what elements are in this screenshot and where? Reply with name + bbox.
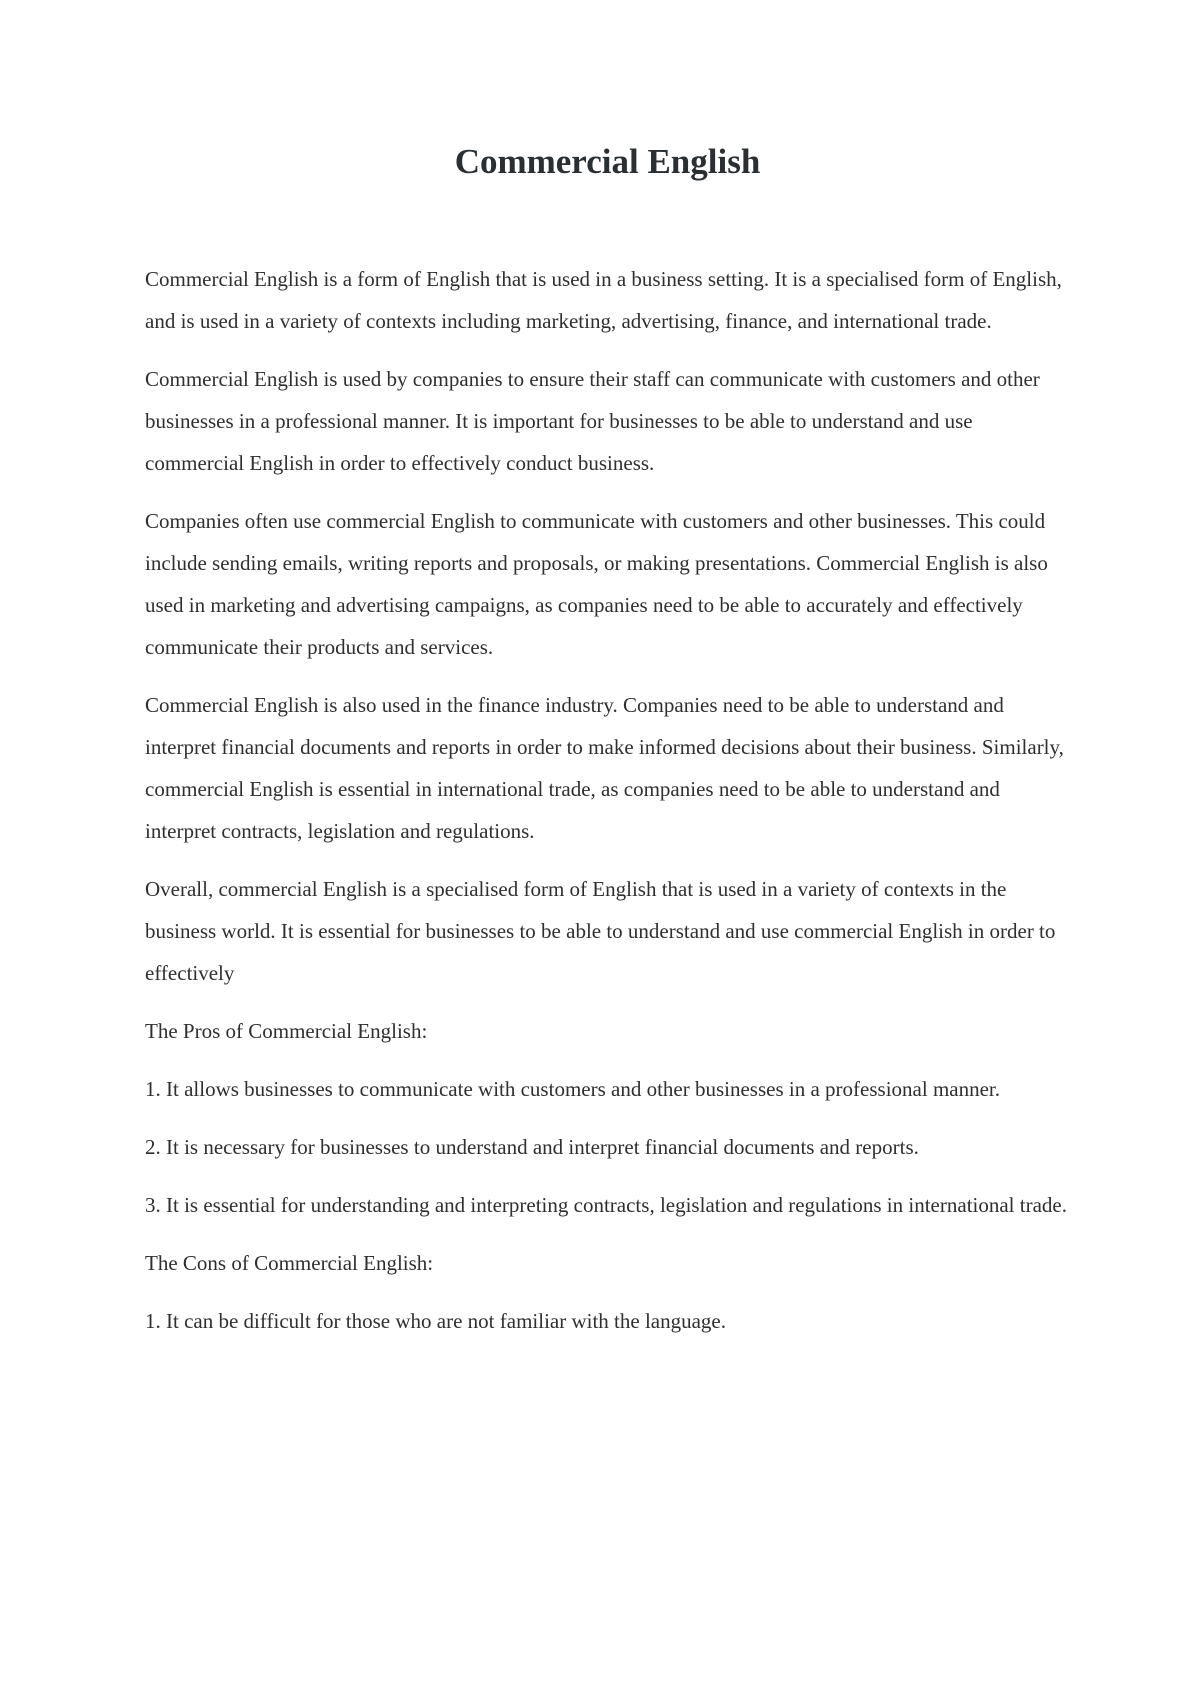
document-body bbox=[145, 258, 1070, 1342]
pros-item-1: 1. It allows businesses to communicate with customers and other businesses in a professional manner. bbox=[145, 1077, 1001, 1101]
pros-heading: The Pros of Commercial English: bbox=[145, 1019, 428, 1043]
paragraph-communication: Companies often use commercial English to communicate with customers and other businesses. This could include sending emails, writing reports and proposals, or making presentations. Commercial English is also used in marketing and advertising campaigns, as companies need to be able to accurately and effectively communicate their products and services. bbox=[145, 509, 1048, 659]
cons-heading: The Cons of Commercial English: bbox=[145, 1251, 434, 1275]
document-title: Commercial English bbox=[454, 142, 761, 181]
paragraph-usage: Commercial English is used by companies to ensure their staff can communicate with customers and other businesses in a professional manner. It is important for businesses to be able to understand and use commercial English in order to effectively conduct business. bbox=[145, 367, 1040, 475]
paragraph-intro: Commercial English is a form of English that is used in a business setting. It is a specialised form of English, and is used in a variety of contexts including marketing, advertising, finance, and international trade. bbox=[145, 267, 1062, 333]
pros-item-2: 2. It is necessary for businesses to understand and interpret financial documents and reports. bbox=[145, 1135, 919, 1159]
pros-item-3: 3. It is essential for understanding and interpreting contracts, legislation and regulations in international trade. bbox=[145, 1193, 1067, 1217]
paragraph-finance: Commercial English is also used in the finance industry. Companies need to be able to understand and interpret financial documents and reports in order to make informed decisions about their business. Similarly, commercial English is essential in international trade, as companies need to be able to understand and interpret contracts, legislation and regulations. bbox=[145, 693, 1064, 843]
paragraph-overall: Overall, commercial English is a specialised form of English that is used in a variety of contexts in the business world. It is essential for businesses to be able to understand and use commercial English in order to effectively bbox=[145, 877, 1056, 985]
cons-item-1: 1. It can be difficult for those who are not familiar with the language. bbox=[145, 1309, 727, 1333]
